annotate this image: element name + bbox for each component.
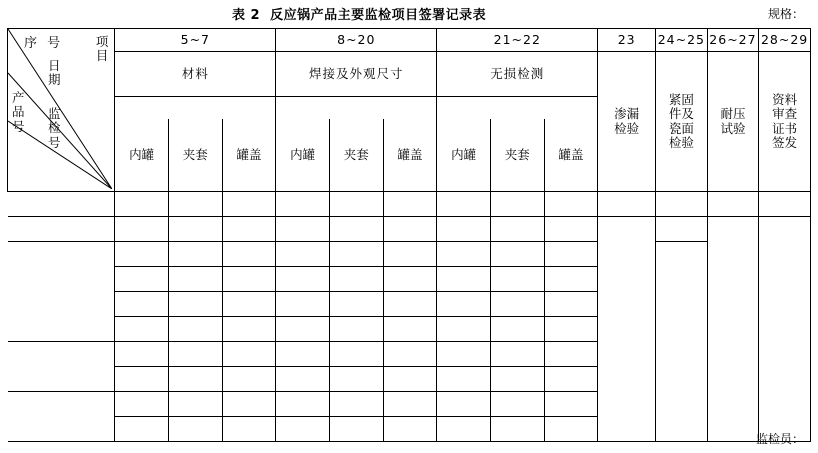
cell[interactable] bbox=[490, 192, 544, 217]
cell[interactable] bbox=[437, 267, 491, 292]
cell[interactable] bbox=[759, 217, 811, 242]
cell[interactable] bbox=[707, 417, 759, 442]
cell[interactable] bbox=[437, 317, 491, 342]
cell-corner[interactable] bbox=[8, 292, 115, 317]
cell[interactable] bbox=[383, 242, 437, 267]
cell[interactable] bbox=[276, 342, 330, 367]
table-row[interactable] bbox=[8, 392, 811, 417]
cell[interactable] bbox=[222, 317, 276, 342]
cell[interactable] bbox=[490, 367, 544, 392]
sub-ndt-inner-tank: 内罐 bbox=[437, 119, 491, 192]
cell[interactable] bbox=[707, 292, 759, 317]
cell[interactable] bbox=[115, 317, 169, 342]
cell[interactable] bbox=[222, 267, 276, 292]
table-row[interactable] bbox=[8, 217, 811, 242]
cell[interactable] bbox=[168, 192, 222, 217]
cell[interactable] bbox=[544, 217, 598, 242]
cell[interactable] bbox=[598, 217, 656, 242]
cell[interactable] bbox=[656, 217, 708, 242]
cell[interactable] bbox=[168, 367, 222, 392]
cell-corner[interactable] bbox=[8, 217, 115, 242]
cell[interactable] bbox=[656, 417, 708, 442]
cell[interactable] bbox=[168, 392, 222, 417]
cell[interactable] bbox=[544, 192, 598, 217]
sub-material-lid: 罐盖 bbox=[222, 119, 276, 192]
group-pressure-test: 耐压 试验 bbox=[707, 52, 759, 192]
group-ndt: 无损检测 bbox=[437, 52, 598, 97]
range-28-29: 28~29 bbox=[759, 29, 811, 52]
header-row-groups bbox=[8, 52, 811, 97]
cell[interactable] bbox=[276, 292, 330, 317]
cell[interactable] bbox=[329, 292, 383, 317]
cell[interactable] bbox=[598, 292, 656, 317]
cell[interactable] bbox=[168, 317, 222, 342]
corner-header-cell bbox=[8, 29, 115, 192]
cell[interactable] bbox=[759, 267, 811, 292]
cell[interactable] bbox=[168, 217, 222, 242]
cell[interactable] bbox=[276, 267, 330, 292]
cell[interactable] bbox=[383, 217, 437, 242]
cell[interactable] bbox=[544, 367, 598, 392]
cell[interactable] bbox=[168, 417, 222, 442]
corner-label-inspect-no: 监 检 号 bbox=[48, 106, 61, 150]
cell[interactable] bbox=[598, 242, 656, 267]
cell[interactable] bbox=[168, 242, 222, 267]
cell[interactable] bbox=[383, 367, 437, 392]
cell[interactable] bbox=[490, 392, 544, 417]
cell[interactable] bbox=[437, 242, 491, 267]
cell[interactable] bbox=[115, 342, 169, 367]
cell[interactable] bbox=[383, 292, 437, 317]
cell[interactable] bbox=[383, 267, 437, 292]
cell[interactable] bbox=[276, 317, 330, 342]
cell[interactable] bbox=[490, 242, 544, 267]
group-doc-review: 资料 审查 证书 签发 bbox=[759, 52, 811, 192]
cell[interactable] bbox=[168, 342, 222, 367]
page-title bbox=[232, 4, 486, 23]
cell[interactable] bbox=[276, 242, 330, 267]
cell[interactable] bbox=[437, 392, 491, 417]
cell[interactable] bbox=[656, 342, 708, 367]
cell[interactable] bbox=[759, 292, 811, 317]
cell[interactable] bbox=[329, 342, 383, 367]
cell[interactable] bbox=[707, 317, 759, 342]
cell[interactable] bbox=[707, 342, 759, 367]
group-material: 材料 bbox=[115, 52, 276, 97]
range-21-22: 21~22 bbox=[437, 29, 598, 52]
cell[interactable] bbox=[115, 392, 169, 417]
cell[interactable] bbox=[707, 367, 759, 392]
cell[interactable] bbox=[598, 192, 656, 217]
table-row[interactable] bbox=[8, 342, 811, 367]
corner-label-date: 日 期 bbox=[48, 58, 61, 88]
cell[interactable] bbox=[544, 242, 598, 267]
cell[interactable] bbox=[759, 367, 811, 392]
cell-corner[interactable] bbox=[8, 392, 115, 417]
group-fastener-enamel: 紧固 件及 瓷面 检验 bbox=[656, 52, 708, 192]
cell[interactable] bbox=[759, 342, 811, 367]
cell[interactable] bbox=[598, 392, 656, 417]
cell[interactable] bbox=[222, 342, 276, 367]
cell[interactable] bbox=[437, 217, 491, 242]
cell[interactable] bbox=[383, 192, 437, 217]
cell[interactable] bbox=[222, 367, 276, 392]
cell[interactable] bbox=[490, 417, 544, 442]
cell[interactable] bbox=[544, 267, 598, 292]
cell[interactable] bbox=[707, 242, 759, 267]
cell[interactable] bbox=[544, 417, 598, 442]
table-row[interactable] bbox=[8, 267, 811, 292]
cell[interactable] bbox=[115, 267, 169, 292]
cell[interactable] bbox=[656, 317, 708, 342]
cell-corner[interactable] bbox=[8, 267, 115, 292]
spec-label: 规格： bbox=[767, 7, 804, 21]
cell[interactable] bbox=[656, 192, 708, 217]
cell[interactable] bbox=[276, 367, 330, 392]
cell[interactable] bbox=[656, 292, 708, 317]
cell[interactable] bbox=[707, 192, 759, 217]
sub-ndt-lid: 罐盖 bbox=[544, 119, 598, 192]
range-5-7: 5~7 bbox=[115, 29, 276, 52]
cell[interactable] bbox=[222, 417, 276, 442]
cell[interactable] bbox=[437, 342, 491, 367]
spacer-ndt bbox=[437, 97, 598, 120]
corner-label-item: 项 目 bbox=[95, 34, 109, 64]
cell-corner[interactable] bbox=[8, 417, 115, 442]
table-row[interactable] bbox=[8, 292, 811, 317]
inspection-record-table bbox=[7, 28, 811, 442]
table-title: 反应锅产品主要监检项目签署记录表 bbox=[270, 8, 487, 23]
cell[interactable] bbox=[276, 217, 330, 242]
sub-welding-lid: 罐盖 bbox=[383, 119, 437, 192]
group-leak-test: 渗漏 检验 bbox=[598, 52, 656, 192]
cell[interactable] bbox=[222, 242, 276, 267]
sub-welding-jacket: 夹套 bbox=[329, 119, 383, 192]
cell[interactable] bbox=[383, 392, 437, 417]
cell[interactable] bbox=[656, 367, 708, 392]
cell[interactable] bbox=[598, 417, 656, 442]
cell[interactable] bbox=[490, 292, 544, 317]
sub-welding-inner-tank: 内罐 bbox=[276, 119, 330, 192]
range-8-20: 8~20 bbox=[276, 29, 437, 52]
table-row[interactable] bbox=[8, 417, 811, 442]
cell[interactable] bbox=[115, 192, 169, 217]
cell[interactable] bbox=[115, 367, 169, 392]
cell[interactable] bbox=[437, 367, 491, 392]
cell[interactable] bbox=[115, 242, 169, 267]
sub-material-jacket: 夹套 bbox=[168, 119, 222, 192]
cell[interactable] bbox=[168, 267, 222, 292]
header-row-ranges bbox=[8, 29, 811, 52]
cell[interactable] bbox=[115, 292, 169, 317]
cell[interactable] bbox=[222, 292, 276, 317]
cell[interactable] bbox=[656, 242, 708, 267]
cell-corner[interactable] bbox=[8, 367, 115, 392]
cell[interactable] bbox=[329, 217, 383, 242]
cell[interactable] bbox=[437, 192, 491, 217]
cell[interactable] bbox=[490, 317, 544, 342]
sub-ndt-jacket: 夹套 bbox=[490, 119, 544, 192]
cell[interactable] bbox=[598, 342, 656, 367]
cell[interactable] bbox=[707, 267, 759, 292]
cell[interactable] bbox=[490, 217, 544, 242]
cell[interactable] bbox=[276, 192, 330, 217]
cell[interactable] bbox=[544, 292, 598, 317]
title-row bbox=[0, 2, 818, 24]
cell[interactable] bbox=[437, 292, 491, 317]
sub-material-inner-tank: 内罐 bbox=[115, 119, 169, 192]
table-row[interactable] bbox=[8, 367, 811, 392]
table-row[interactable] bbox=[8, 242, 811, 267]
cell[interactable] bbox=[598, 317, 656, 342]
cell[interactable] bbox=[544, 317, 598, 342]
cell[interactable] bbox=[383, 342, 437, 367]
cell[interactable] bbox=[115, 417, 169, 442]
table-number: 表 2 bbox=[232, 8, 261, 23]
cell[interactable] bbox=[490, 342, 544, 367]
cell[interactable] bbox=[759, 317, 811, 342]
cell-corner[interactable] bbox=[8, 242, 115, 267]
inspector-signature-label: 监检员： bbox=[755, 432, 804, 446]
corner-label-product-no: 产 品 号 bbox=[12, 90, 25, 134]
cell-corner[interactable] bbox=[8, 317, 115, 342]
cell[interactable] bbox=[222, 392, 276, 417]
table-row[interactable] bbox=[8, 317, 811, 342]
table-row[interactable] bbox=[8, 192, 811, 217]
cell[interactable] bbox=[115, 217, 169, 242]
cell[interactable] bbox=[437, 417, 491, 442]
cell[interactable] bbox=[329, 367, 383, 392]
cell[interactable] bbox=[598, 267, 656, 292]
cell[interactable] bbox=[329, 192, 383, 217]
range-24-25: 24~25 bbox=[656, 29, 708, 52]
cell[interactable] bbox=[759, 192, 811, 217]
cell-corner[interactable] bbox=[8, 192, 115, 217]
cell[interactable] bbox=[329, 392, 383, 417]
cell-corner[interactable] bbox=[8, 342, 115, 367]
cell[interactable] bbox=[707, 217, 759, 242]
cell[interactable] bbox=[656, 392, 708, 417]
cell[interactable] bbox=[329, 267, 383, 292]
cell[interactable] bbox=[383, 317, 437, 342]
cell[interactable] bbox=[222, 217, 276, 242]
cell[interactable] bbox=[490, 267, 544, 292]
cell[interactable] bbox=[598, 367, 656, 392]
cell[interactable] bbox=[656, 267, 708, 292]
spacer-material bbox=[115, 97, 276, 120]
cell[interactable] bbox=[222, 192, 276, 217]
cell[interactable] bbox=[544, 342, 598, 367]
range-23: 23 bbox=[598, 29, 656, 52]
spacer-welding bbox=[276, 97, 437, 120]
cell[interactable] bbox=[329, 417, 383, 442]
group-welding-appearance: 焊接及外观尺寸 bbox=[276, 52, 437, 97]
serial-number-header: 序 号 bbox=[24, 36, 64, 51]
cell[interactable] bbox=[329, 242, 383, 267]
range-26-27: 26~27 bbox=[707, 29, 759, 52]
cell[interactable] bbox=[276, 417, 330, 442]
cell[interactable] bbox=[168, 292, 222, 317]
cell[interactable] bbox=[383, 417, 437, 442]
cell[interactable] bbox=[759, 392, 811, 417]
cell[interactable] bbox=[544, 392, 598, 417]
cell[interactable] bbox=[276, 392, 330, 417]
cell[interactable] bbox=[707, 392, 759, 417]
cell[interactable] bbox=[329, 317, 383, 342]
cell[interactable] bbox=[759, 242, 811, 267]
